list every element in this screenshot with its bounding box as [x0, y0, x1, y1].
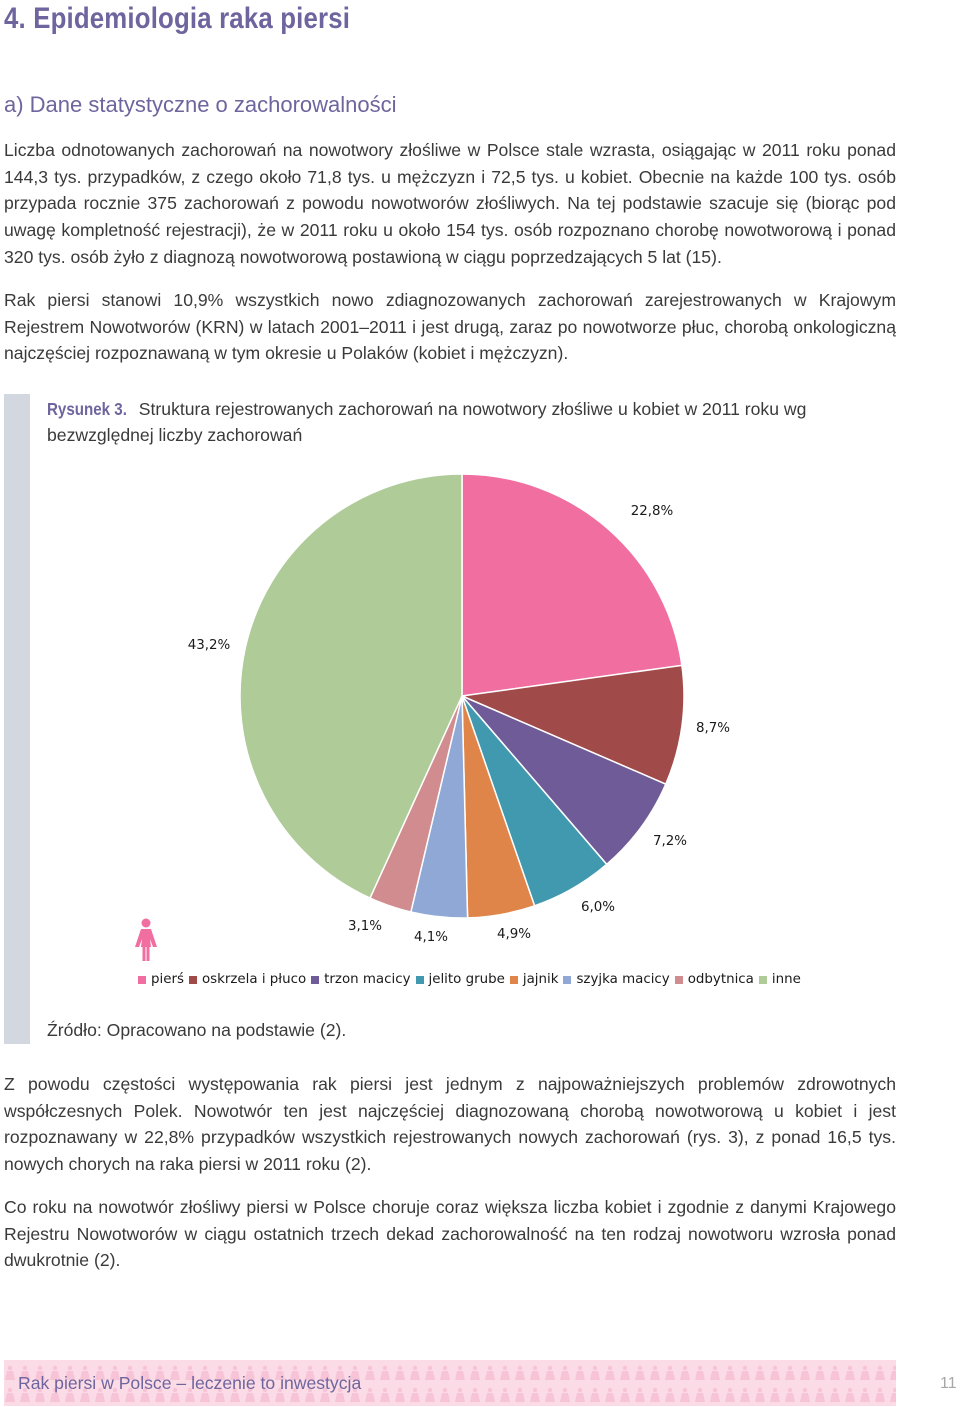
legend-item	[510, 972, 559, 987]
legend-label: szyjka macicy	[576, 972, 670, 987]
legend-item	[416, 972, 505, 987]
chart-legend	[138, 972, 806, 987]
paragraph-trend: Co roku na nowotwór złośliwy piersi w Polsce choruje coraz większa liczba kobiet i zgodnie z danymi Krajowego Rejestru Nowotworów w ciągu ostatnich trzech dekad zachorowalność na ten rodzaj nowotworu wzrosła ponad dwukrotnie (2).	[4, 1197, 896, 1271]
pie-data-label: 4,1%	[413, 930, 449, 945]
pie-data-label: 6,0%	[580, 900, 616, 915]
legend-swatch	[311, 976, 319, 984]
legend-item	[563, 972, 669, 987]
pie-data-label: 7,2%	[652, 834, 688, 849]
legend-swatch	[759, 976, 767, 984]
legend-item	[189, 972, 306, 987]
legend-item	[138, 972, 184, 987]
figure-caption-text: Struktura rejestrowanych zachorowań na nowotwory złośliwe u kobiet w 2011 roku wg bezwzględnej liczby zachorowań	[47, 399, 807, 445]
legend-swatch	[416, 976, 424, 984]
legend-label: inne	[771, 972, 801, 987]
legend-label: trzon macicy	[324, 972, 411, 987]
subsection-title: a) Dane statystyczne o zachorowalności	[4, 92, 397, 117]
legend-item	[311, 972, 410, 987]
pie-data-label: 22,8%	[630, 504, 674, 519]
pie-data-label: 8,7%	[695, 721, 731, 736]
section-title: 4. Epidemiologia raka piersi	[4, 2, 351, 35]
female-person-icon	[134, 918, 158, 962]
figure-source: Źródło: Opracowano na podstawie (2).	[47, 1020, 347, 1040]
legend-label: jajnik	[522, 972, 559, 987]
pie-data-label: 3,1%	[347, 919, 383, 934]
pie-data-label: 43,2%	[187, 638, 231, 653]
legend-swatch	[675, 976, 683, 984]
page-number: 11	[940, 1375, 957, 1392]
legend-label: odbytnica	[687, 972, 754, 987]
pie-data-label: 4,9%	[496, 927, 532, 942]
figure-label: Rysunek 3.	[47, 399, 127, 419]
legend-item	[759, 972, 801, 987]
legend-label: pierś	[151, 972, 184, 987]
paragraph-incidence: Liczba odnotowanych zachorowań na nowotwory złośliwe w Polsce stale wzrasta, osiągając w 2011 roku ponad 144,3 tys. przypadków, z czego około 71,8 tys. u mężczyzn i 72,5 tys. u kobiet. Obecnie na każde 100 tys. osób przypada rocznie 375 zachorowań z powodu nowotworów złośliwych. Na tej podstawie szacuje się (biorąc pod uwagę kompletność rejestracji), że w 2011 roku u około 154 tys. osób rozpoznano chorobę nowotworową i ponad 320 tys. osób żyło z diagnozą nowotworową postawioną w ciągu poprzedzających 5 lat (15).	[4, 140, 896, 267]
legend-swatch	[510, 976, 518, 984]
legend-swatch	[189, 976, 197, 984]
legend-label: jelito grube	[428, 972, 505, 987]
paragraph-breast-cancer-share: Rak piersi stanowi 10,9% wszystkich nowo zdiagnozowanych zachorowań zarejestrowanych w Krajowym Rejestrem Nowotworów (KRN) w latach 2001–2011 i jest drugą, zaraz po nowotworze płuc, chorobą onkologiczną najczęściej rozpoznawaną w tym okresie u Polaków (kobiet i mężczyzn).	[4, 290, 896, 364]
paragraph-breast-cancer-frequency: Z powodu częstości występowania rak piersi jest jednym z najpoważniejszych problemów zdrowotnych współczesnych Polek. Nowotwór ten jest najczęściej diagnozowaną chorobą nowotworową u kobiet i jest rozpoznawany w 22,8% przypadków wszystkich rejestrowanych nowych zachorowań (rys. 3), z ponad 16,5 tys. nowych chorych na raka piersi w 2011 roku (2).	[4, 1074, 896, 1175]
legend-swatch	[138, 976, 146, 984]
legend-item	[675, 972, 754, 987]
legend-swatch	[563, 976, 571, 984]
footer-title: Rak piersi w Polsce – leczenie to inwestycja	[18, 1373, 362, 1393]
legend-label: oskrzela i płuco	[201, 972, 307, 987]
